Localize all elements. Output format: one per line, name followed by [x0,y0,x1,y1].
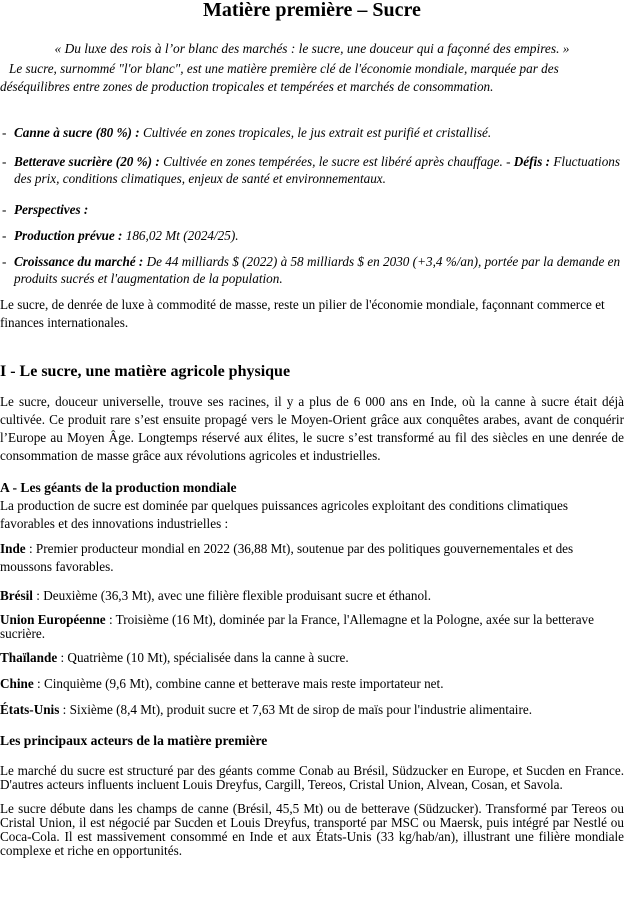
country-name: États-Unis [0,702,60,717]
bullet-text: Cultivée en zones tempérées, le sucre est libéré après chauffage. - [159,154,514,169]
intro-line-1: Le sucre, surnommé "l'or blanc", est une matière première clé de l'économie mondiale, marquée par des [9,61,559,76]
epigraph-quote: « Du luxe des rois à l’or blanc des marchés : le sucre, une douceur qui a façonné des empires. » [54,41,570,56]
country-text: : Sixième (8,4 Mt), produit sucre et 7,63 Mt de sirop de maïs pour l'industrie alimentaire. [59,702,532,717]
country-text: : Cinquième (9,6 Mt), combine canne et betterave mais reste importateur net. [33,676,444,691]
country-text: : Deuxième (36,3 Mt), avec une filière flexible produisant sucre et éthanol. [32,588,432,603]
country-entry [0,675,624,693]
country-text: : Premier producteur mondial en 2022 (36,88 Mt), soutenue par des politiques gouvernementales et des moussons favorables. [0,541,574,574]
summary-paragraph: Le sucre, de denrée de luxe à commodité de masse, reste un pilier de l'économie mondiale, façonnant commerce et finances internationales. [0,297,605,330]
country-entry [0,701,624,719]
intro-paragraph [0,60,624,96]
country-entry [0,540,624,576]
country-text: : Quatrième (10 Mt), spécialisée dans la canne à sucre. [57,650,349,665]
bullet-label: Production prévue : [14,228,123,243]
subsection-heading: Les principaux acteurs de la matière première [0,733,268,748]
section-paragraph: Le sucre débute dans les champs de canne (Brésil, 45,5 Mt) ou de betterave (Südzucker). Transformé par Tereos ou Cristal Union, il est négocié par Sucden et Louis Dreyfus, transporté par MSC ou Maersk, puis intégré par Nestlé ou Coca-Cola. Il est massivement consommé en Inde et aux États-Unis (33 kg/hab/an), illustrant une filière mondiale complexe et riche en opportunités. [0,801,624,858]
country-name: Union Européenne [0,612,106,627]
bullet-dash: - [2,154,7,169]
bullet-item [0,253,624,287]
intro-line-2: déséquilibres entre zones de production tropicales et tempérées et marchés de consommation. [0,79,494,94]
bullet-label: Croissance du marché : [14,254,144,269]
section-paragraph: Le marché du sucre est structuré par des géants comme Conab au Brésil, Südzucker en Europe, et Sucden en France. D'autres acteurs influents incluent Louis Dreyfus, Cargill, Tereos, Cristal Union, Alvean, Cosan, et Savola. [0,763,624,792]
bullet-dash: - [2,125,7,140]
bullet-text: Fluctuations des prix, conditions climatiques, enjeux de santé et environnementaux. [14,154,621,186]
country-name: Inde [0,541,26,556]
country-entry [0,613,624,641]
bullet-label: Betterave sucrière (20 %) : [14,154,160,169]
bullet-dash: - [2,254,7,269]
bullet-text: 186,02 Mt (2024/25). [122,228,239,243]
country-name: Thaïlande [0,650,58,665]
subsection-heading: A - Les géants de la production mondiale [0,480,237,495]
country-entry [0,649,624,667]
section-paragraph: Le sucre, douceur universelle, trouve ses racines, il y a plus de 6 000 ans en Inde, où la canne à sucre était déjà cultivée. Ce produit rare s’est ensuite propagé vers le Moyen-Orient grâce aux conquêtes arabes, avant de conquérir l’Europe au Moyen Âge. Longtemps réservé aux élites, le sucre s’est transformé au fil des siècles en une denrée de consommation de masse grâce aux révolutions agricoles et industrielles. [0,394,624,463]
page-title: Matière première – Sucre [203,0,421,21]
bullet-label: Perspectives : [14,202,89,217]
bullet-item [0,201,624,218]
bullet-label: Canne à sucre (80 %) : [14,125,140,140]
bullet-dash: - [2,228,7,243]
section-heading: I - Le sucre, une matière agricole physique [0,363,291,380]
bullet-item [0,124,624,141]
bullet-label: Défis : [513,154,551,169]
bullet-text: Cultivée en zones tropicales, le jus extrait est purifié et cristallisé. [139,125,492,140]
bullet-list [0,124,624,287]
bullet-item [0,227,624,244]
bullet-dash: - [2,202,7,217]
bullet-text: De 44 milliards $ (2022) à 58 milliards $ en 2030 (+3,4 %/an), portée par la demande en produits sucrés et l'augmentation de la population. [14,254,621,286]
section-paragraph: La production de sucre est dominée par quelques puissances agricoles exploitant des conditions climatiques favorables et des innovations industrielles : [0,498,569,531]
country-text: : Troisième (16 Mt), dominée par la France, l'Allemagne et la Pologne, axée sur la betterave sucrière. [0,612,594,641]
country-entry [0,587,624,605]
bullet-item [0,153,624,187]
country-name: Chine [0,676,34,691]
country-name: Brésil [0,588,33,603]
